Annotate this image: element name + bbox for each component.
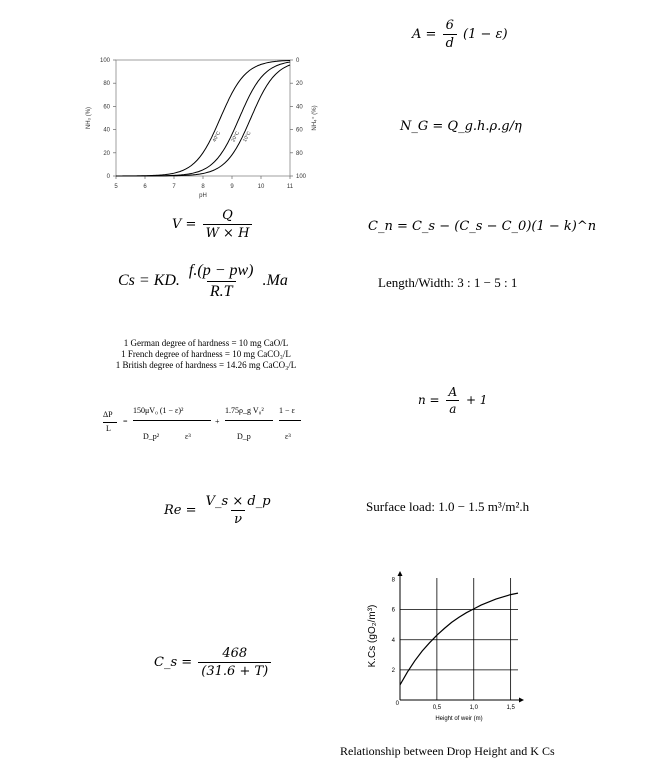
eq-reynolds: Re = $\frac{V\_s \times d\_p}{\nu}$ [164, 494, 271, 527]
nh3-y-right-tick-label: 20 [296, 81, 303, 88]
nh3-y-right-tick-label: 0 [296, 58, 300, 64]
nh3-curve-label: 40°C [211, 130, 223, 144]
nh3-y-left-tick-label: 80 [103, 81, 110, 88]
eq-cs-temperature: C_s = $\frac{468}{(31.6 + T)}$ [154, 646, 273, 679]
nh3-plot-frame [116, 60, 290, 176]
hardness-definitions [100, 338, 312, 371]
hardness-german: 1 German degree of hardness = 10 mg CaO/L [123, 338, 289, 348]
nh3-y-right-tick-label: 80 [296, 150, 303, 157]
hardness-british: 1 British degree of hardness = 14.26 mg CaCO₃/L [115, 360, 297, 370]
kcs-x-tick-label: 1,0 [469, 705, 478, 711]
kcs-x-label: Height of weir (m) [435, 716, 483, 722]
eq-ergun: ΔP L = 150μV₀ (1 − ε)² D_p² ε³ + 1.75ρ_g V₀² D_p 1 − ε ε³ [103, 400, 303, 455]
nh3-y-left-tick-label: 100 [99, 58, 110, 64]
chart-caption: Relationship between Drop Height and K Cs [340, 744, 555, 758]
nh3-y-left-tick-label: 60 [103, 104, 110, 111]
nh3-x-tick-label: 5 [114, 184, 118, 190]
nh3-chart [80, 48, 320, 208]
nh3-x-tick-label: 10 [257, 184, 265, 190]
nh3-y-right-tick-label: 100 [296, 174, 307, 180]
nh3-x-tick-label: 6 [143, 184, 147, 190]
nh3-x-tick-label: 8 [201, 184, 205, 190]
kcs-x-tick-label: 0,5 [432, 705, 442, 711]
nh3-y-left-label: NH₃ (%) [86, 106, 92, 130]
kcs-y-tick-label: 6 [391, 607, 395, 614]
nh3-y-right-tick-label: 40 [296, 104, 303, 111]
kcs-origin-label: 0 [395, 701, 399, 707]
nh3-curve-label: 20°C [230, 130, 242, 144]
nh3-x-label: pH [199, 193, 207, 199]
nh3-curve-0 [116, 61, 290, 177]
kcs-y-arrow [398, 571, 403, 576]
nh3-curve-2 [116, 65, 290, 176]
kcs-y-tick-label: 8 [391, 577, 395, 584]
eq-n: n = $\frac{A}{a}$ + 1 [418, 385, 488, 416]
nh3-x-tick-label: 7 [172, 184, 176, 190]
length-width-ratio: Length/Width: 3 : 1 − 5 : 1 [378, 275, 518, 290]
kcs-y-tick-label: 2 [391, 667, 395, 674]
nh3-curve-label: 10°C [242, 130, 253, 144]
kcs-y-tick-label: 4 [391, 637, 395, 644]
nh3-y-left-tick-label: 40 [103, 127, 110, 134]
eq-cn: C_n = C_s − (C_s − C_0)(1 − k)^n [368, 219, 597, 234]
eq-velocity: V = $\frac{Q}{W \times H}$ [172, 208, 254, 241]
nh3-y-left-tick-label: 0 [106, 174, 110, 180]
kcs-x-tick-label: 1,5 [506, 705, 515, 711]
surface-load: Surface load: 1.0 − 1.5 m³/m².h [366, 499, 530, 514]
kcs-curve [400, 593, 518, 685]
hardness-french: 1 French degree of hardness = 10 mg CaCO₃/L [121, 349, 291, 359]
eq-ng: N_G = Q_g.h.ρ.g/η [400, 119, 522, 134]
nh3-y-right-label: NH₄⁺ (%) [312, 105, 318, 131]
kcs-chart [358, 560, 538, 732]
nh3-curve-1 [116, 62, 290, 176]
kcs-y-label: K.Cs (gO₂/m³) [367, 604, 378, 668]
eq-specific-area: A = $\frac{6}{d}$ (1 − ε) [412, 18, 508, 51]
eq-cs-kd: Cs = KD. $\frac{f.(p - pw)}{R.T}$ .Ma [118, 262, 288, 300]
nh3-x-tick-label: 9 [230, 184, 234, 190]
nh3-y-left-tick-label: 20 [103, 150, 110, 157]
nh3-x-tick-label: 11 [286, 184, 294, 190]
kcs-x-arrow [519, 698, 524, 703]
nh3-y-right-tick-label: 60 [296, 127, 303, 134]
